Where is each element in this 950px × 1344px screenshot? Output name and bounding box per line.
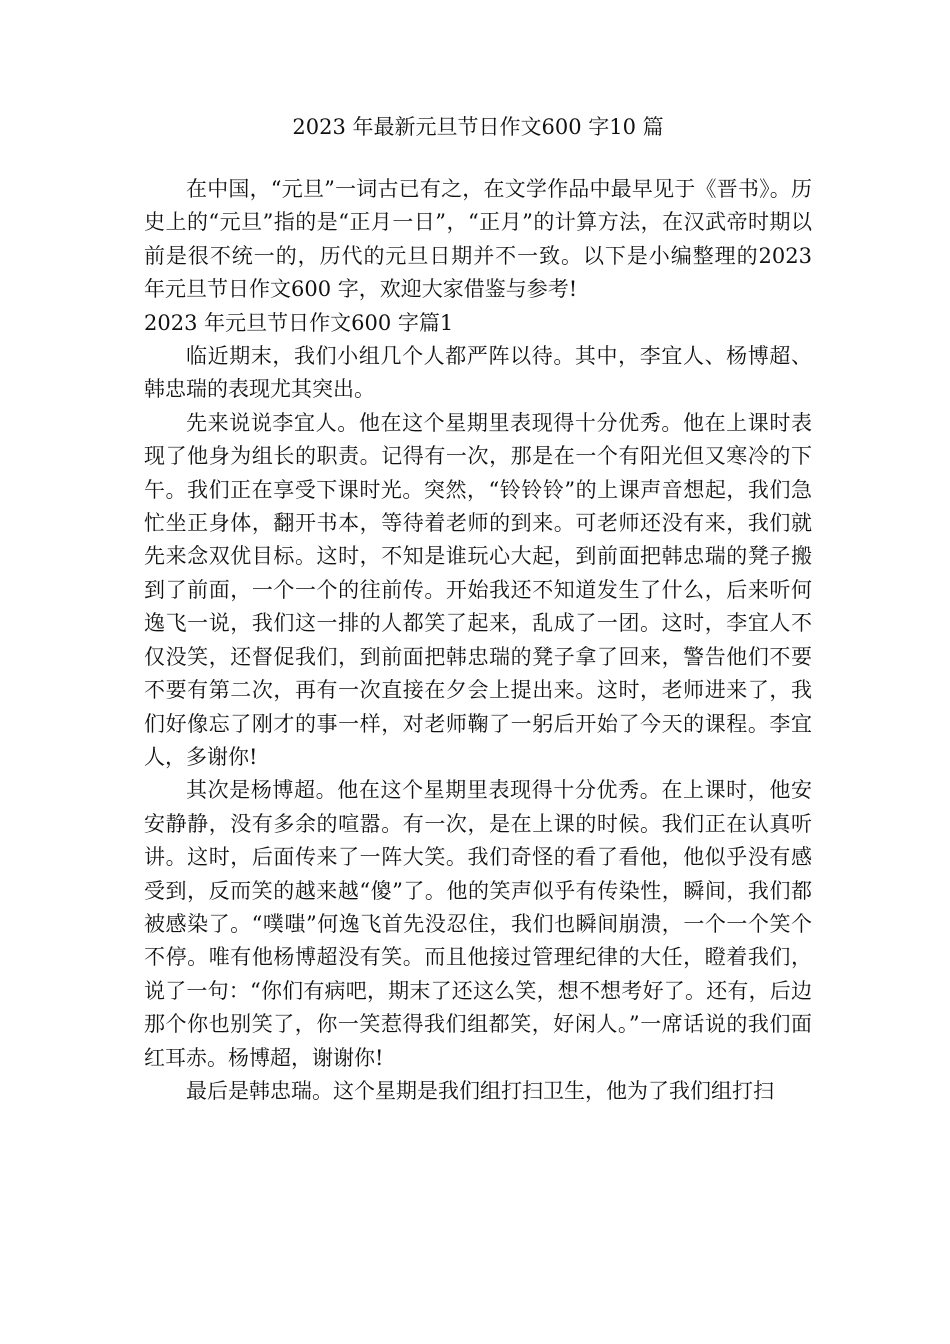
paragraph: 最后是韩忠瑞。这个星期是我们组打扫卫生，他为了我们组打扫 xyxy=(186,1078,774,1103)
section-heading: 2023 年元旦节日作文600 字篇1 xyxy=(144,310,454,335)
paragraph: 先来说说李宜人。他在这个星期里表现得十分优秀。他在上课时表现了他身为组长的职责。记得有一次，那是在一个有阳光但又寒冷的下午。我们正在享受下课时光。突然，“铃铃铃”的上课声音想起，我们急忙坐正身体，翻开书本，等待着老师的到来。可老师还没有来，我们就先来念双优目标。这时，不知是谁玩心大起，到前面把韩忠瑞的凳子搬到了前面，一个一个的往前传。开始我还不知道发生了什么，后来听何逸飞一说，我们这一排的人都笑了起来，乱成了一团。这时，李宜人不仅没笑，还督促我们，到前面把韩忠瑞的凳子拿了回来，警告他们不要不要有第二次，再有一次直接在夕会上提出来。这时，老师进来了，我们好像忘了刚才的事一样，对老师鞠了一躬后开始了今天的课程。李宜人，多谢你! xyxy=(144,410,812,769)
paragraph: 其次是杨博超。他在这个星期里表现得十分优秀。在上课时，他安安静静，没有多余的喧嚣。有一次，是在上课的时候。我们正在认真听讲。这时，后面传来了一阵大笑。我们奇怪的看了看他，他似乎没有感受到，反而笑的越来越“傻”了。他的笑声似乎有传染性，瞬间，我们都被感染了。“噗嗤”何逸飞首先没忍住，我们也瞬间崩溃，一个一个笑个不停。唯有他杨博超没有笑。而且他接过管理纪律的大任，瞪着我们，说了一句：“你们有病吧，期末了还这么笑，想不想考好了。还有，后边那个你也别笑了，你一笑惹得我们组都笑，好闲人。”一席话说的我们面红耳赤。杨博超，谢谢你! xyxy=(144,778,812,1070)
document-body xyxy=(144,173,812,1108)
paragraph-intro: 在中国，“元旦”一词古已有之，在文学作品中最早见于《晋书》。历史上的“元旦”指的是“正月一日”，“正月”的计算方法，在汉武帝时期以前是很不统一的，历代的元旦日期并不一致。以下是小编整理的2023 年元旦节日作文600 字，欢迎大家借鉴与参考! xyxy=(144,177,812,302)
document-title: 2023 年最新元旦节日作文600 字10 篇 xyxy=(292,115,664,139)
paragraph: 临近期末，我们小组几个人都严阵以待。其中，李宜人、杨博超、韩忠瑞的表现尤其突出。 xyxy=(144,344,812,402)
